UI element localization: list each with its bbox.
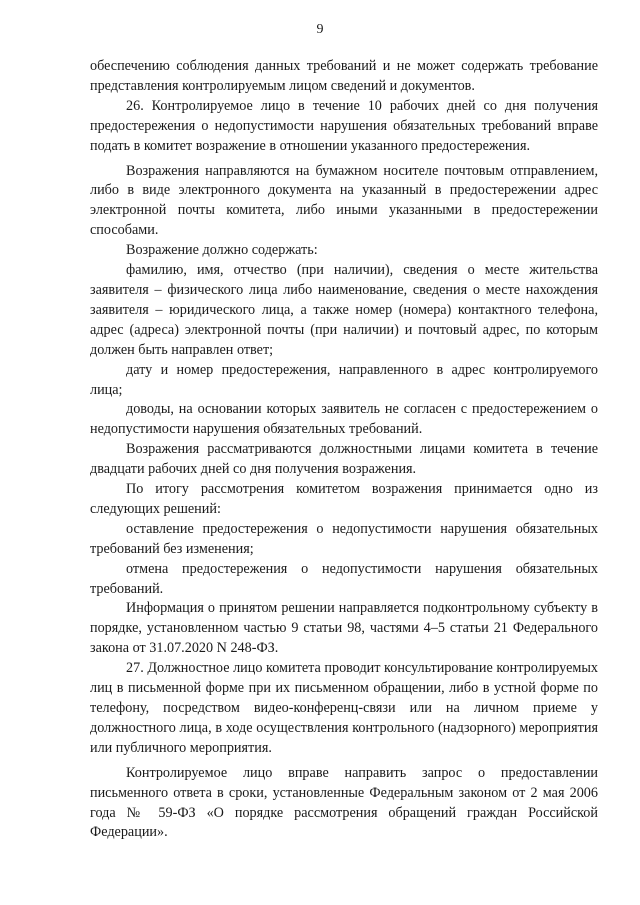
paragraph-review-decisions: По итогу рассмотрения комитетом возражения принимается одно из следующих решений:: [90, 481, 598, 517]
paragraph-decision-notification: Информация о принятом решении направляется подконтрольному субъекту в порядке, установленном частью 9 статьи 98, частями 4–5 статьи 21 Федерального закона от 31.07.2020 N 248-ФЗ.: [90, 600, 598, 657]
paragraph-objection-contents-heading: Возражение должно содержать:: [126, 242, 318, 259]
paragraph-clause-26: 26. Контролируемое лицо в течение 10 рабочих дней со дня получения предостережения о недопустимости нарушения обязательных требований вправе подать в комитет возражение в отношении указанного предостережения.: [90, 97, 598, 154]
list-item-decision-cancel: отмена предостережения о недопустимости нарушения обязательных требований.: [90, 560, 598, 597]
list-item-arguments: доводы, на основании которых заявитель не согласен с предостережением о недопустимости нарушения обязательных требований.: [90, 401, 598, 438]
page-number: 9: [316, 22, 324, 37]
document-body: [90, 57, 598, 843]
list-item-applicant-details: фамилию, имя, отчество (при наличии), сведения о месте жительства заявителя – физического лица либо наименование, сведения о месте нахождения заявителя – юридического лица, а также номер (номера) контактного телефона, адрес (адреса) электронной почты (при наличии) и почтовый адрес, по которым должен быть направлен ответ;: [90, 262, 598, 358]
list-item-warning-date-number: дату и номер предостережения, направленного в адрес контролируемого лица;: [90, 361, 598, 398]
paragraph-objection-review-term: Возражения рассматриваются должностными лицами комитета в течение двадцати рабочих дней со дня получения возражения.: [90, 441, 598, 478]
paragraph-written-answer-request: Контролируемое лицо вправе направить запрос о предоставлении письменного ответа в сроки, установленные Федеральным законом от 2 мая 2006 года № 59-ФЗ «О порядке рассмотрения обращений граждан Российской Федерации».: [90, 764, 598, 841]
paragraph-continuation: обеспечению соблюдения данных требований и не может содержать требование представления контролируемым лицом сведений и документов.: [90, 58, 598, 94]
list-item-decision-keep: оставление предостережения о недопустимости нарушения обязательных требований без изменения;: [90, 520, 598, 557]
paragraph-objections-delivery: Возражения направляются на бумажном носителе почтовым отправлением, либо в виде электронного документа на указанный в предостережении адрес электронной почты комитета, либо иными указанными в предостережении способами.: [90, 162, 598, 239]
paragraph-clause-27: 27. Должностное лицо комитета проводит консультирование контролируемых лиц в письменной форме при их письменном обращении, либо в устной форме по телефону, посредством видео-конференц-связи или на личном приеме у должностного лица, в ходе осуществления контрольного (надзорного) мероприятия или публичного мероприятия.: [90, 660, 598, 756]
